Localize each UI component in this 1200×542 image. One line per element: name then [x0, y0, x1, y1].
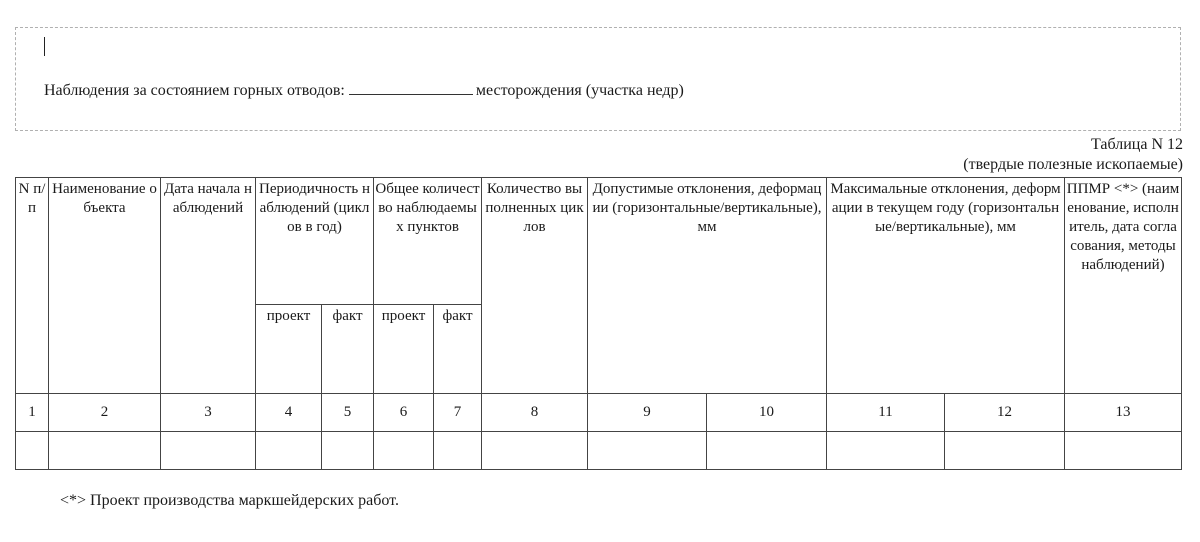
- document-heading: [44, 80, 684, 100]
- data-cell[interactable]: [827, 432, 945, 470]
- data-cell[interactable]: [588, 432, 707, 470]
- text-cursor: [44, 37, 45, 56]
- column-number: 6: [374, 394, 434, 432]
- subheader-cell: факт: [434, 305, 482, 394]
- data-cell[interactable]: [1065, 432, 1182, 470]
- header-cell: Количество выполненных циклов: [482, 178, 588, 394]
- column-number: 4: [256, 394, 322, 432]
- column-number-row: [16, 394, 1182, 432]
- table-row: [16, 432, 1182, 470]
- data-cell[interactable]: [161, 432, 256, 470]
- data-cell[interactable]: [374, 432, 434, 470]
- header-cell: Наименование объекта: [49, 178, 161, 394]
- column-number: 9: [588, 394, 707, 432]
- subheader-cell: проект: [256, 305, 322, 394]
- deposit-name-blank[interactable]: [349, 80, 473, 95]
- column-number: 7: [434, 394, 482, 432]
- data-cell[interactable]: [256, 432, 322, 470]
- data-cell[interactable]: [945, 432, 1065, 470]
- header-row: [16, 178, 1182, 305]
- table-label: Таблица N 12: [1091, 136, 1183, 153]
- header-cell: N п/п: [16, 178, 49, 394]
- header-cell: Общее количество наблюдаемых пунктов: [374, 178, 482, 305]
- data-cell[interactable]: [707, 432, 827, 470]
- column-number: 12: [945, 394, 1065, 432]
- column-number: 13: [1065, 394, 1182, 432]
- column-number: 1: [16, 394, 49, 432]
- column-number: 8: [482, 394, 588, 432]
- heading-prefix: Наблюдения за состоянием горных отводов:: [44, 82, 345, 99]
- footnote: <*> Проект производства маркшейдерских работ.: [60, 492, 399, 509]
- column-number: 5: [322, 394, 374, 432]
- heading-suffix: месторождения (участка недр): [475, 82, 684, 99]
- column-number: 10: [707, 394, 827, 432]
- header-cell: Допустимые отклонения, деформации (горизонтальные/вертикальные), мм: [588, 178, 827, 394]
- data-cell[interactable]: [434, 432, 482, 470]
- table-caption: [963, 135, 1183, 175]
- text-frame: [15, 27, 1181, 131]
- column-number: 2: [49, 394, 161, 432]
- observations-table: [15, 177, 1182, 470]
- data-cell[interactable]: [49, 432, 161, 470]
- column-number: 11: [827, 394, 945, 432]
- header-cell: ППМР <*> (наименование, исполнитель, дата согласования, методы наблюдений): [1065, 178, 1182, 394]
- subheader-cell: проект: [374, 305, 434, 394]
- column-number: 3: [161, 394, 256, 432]
- header-cell: Дата начала наблюдений: [161, 178, 256, 394]
- data-cell[interactable]: [322, 432, 374, 470]
- table-subtitle: (твердые полезные ископаемые): [963, 156, 1183, 173]
- header-cell: Максимальные отклонения, деформации в текущем году (горизонтальные/вертикальные), мм: [827, 178, 1065, 394]
- subheader-cell: факт: [322, 305, 374, 394]
- data-cell[interactable]: [16, 432, 49, 470]
- data-cell[interactable]: [482, 432, 588, 470]
- header-cell: Периодичность наблюдений (циклов в год): [256, 178, 374, 305]
